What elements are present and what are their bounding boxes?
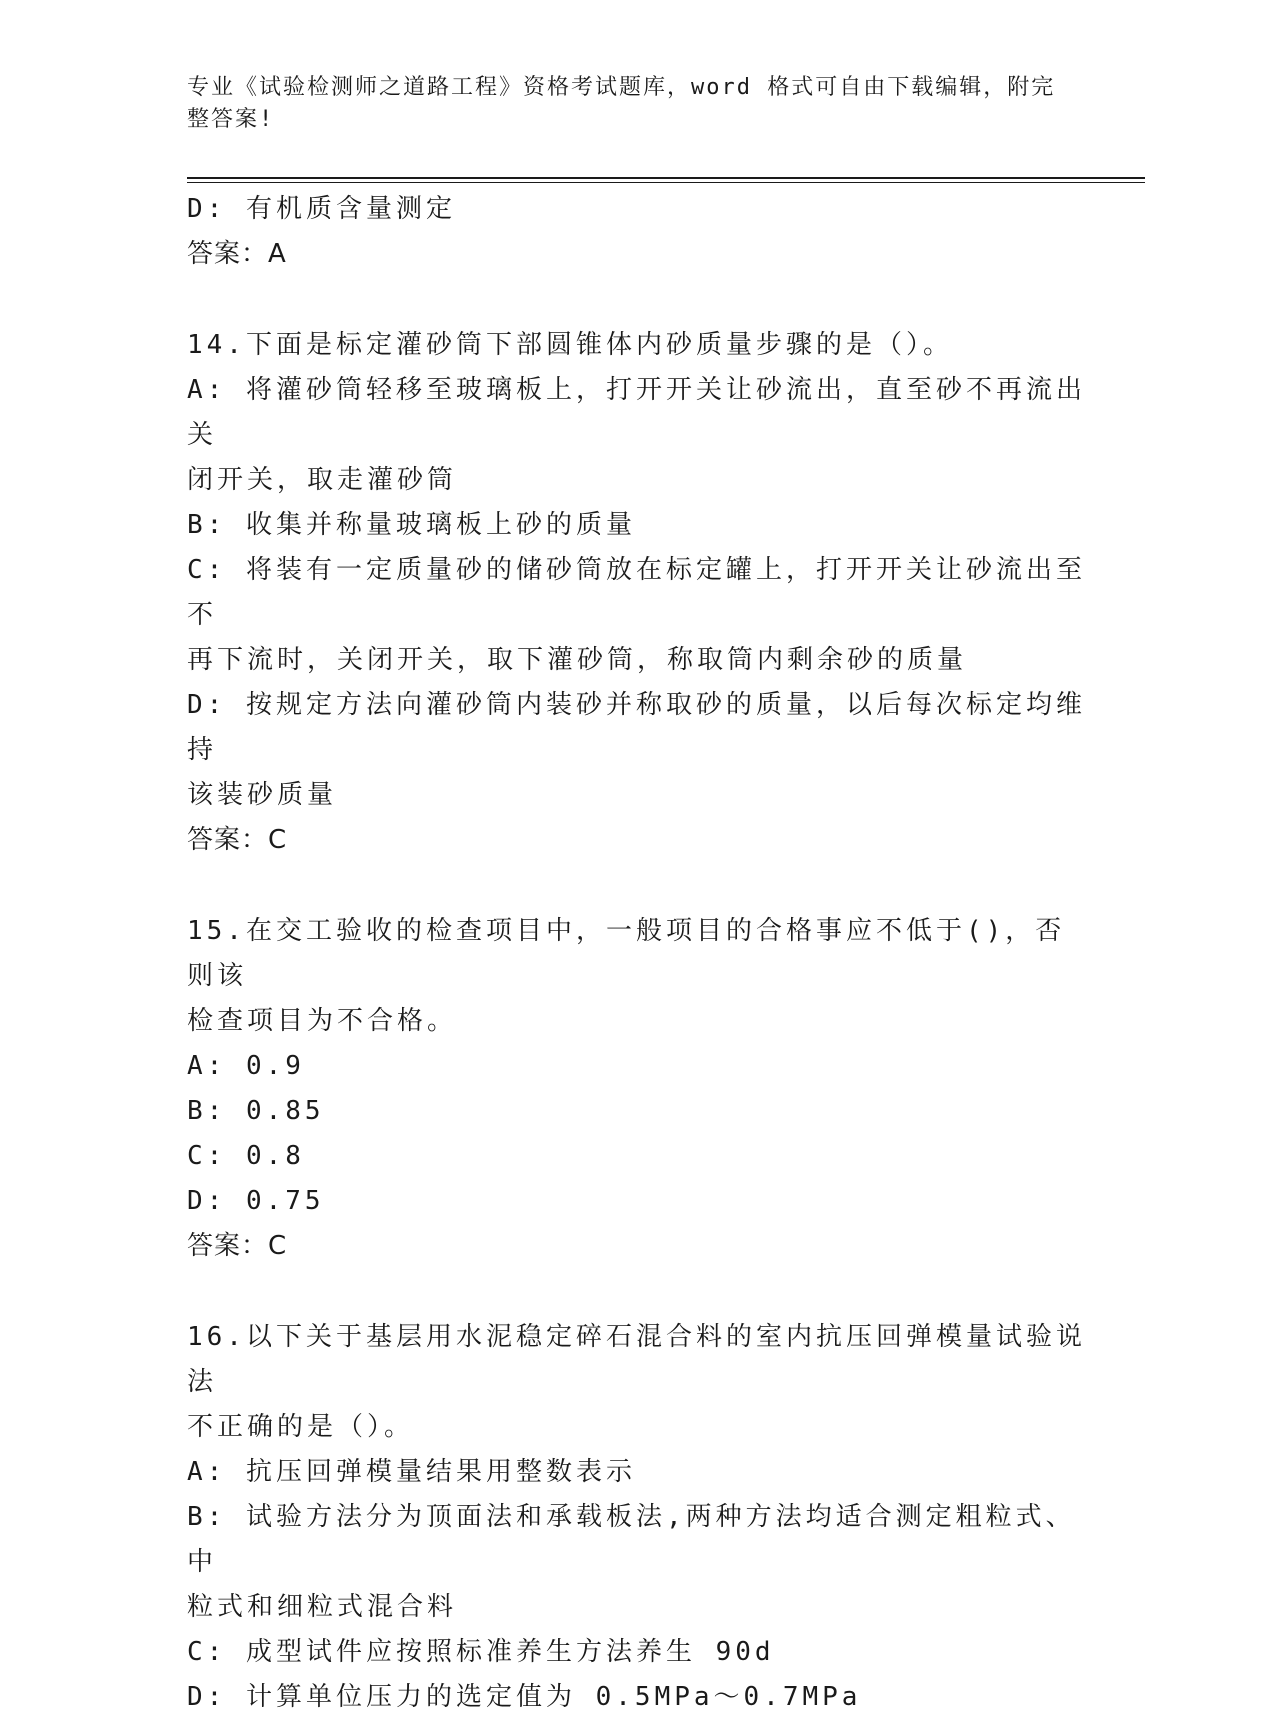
spacer [187,863,1087,909]
q14-option-d-line-1: D: 按规定方法向灌砂筒内装砂并称取砂的质量，以后每次标定均维持 [187,690,1086,765]
header-divider-thin [187,182,1145,183]
question-16 [187,1315,1087,1720]
question-content [187,187,1087,1720]
q15-stem-line-1: 15.在交工验收的检查项目中，一般项目的合格事应不低于()，否则该 [187,916,1066,991]
q15-option-a: A: 0.9 [187,1051,305,1081]
q16-option-b-line-1: B: 试验方法分为顶面法和承载板法,两种方法均适合测定粗粒式、中 [187,1502,1076,1577]
q16-stem-line-2: 不正确的是（）。 [187,1412,415,1442]
q15-option-b: B: 0.85 [187,1096,325,1126]
q16-option-b-line-2: 粒式和细粒式混合料 [187,1592,458,1622]
q15-option-d: D: 0.75 [187,1186,325,1216]
question-14 [187,323,1087,863]
question-13-tail [187,187,1087,277]
q14-option-d-line-2: 该装砂质量 [187,780,338,810]
q14-stem: 14.下面是标定灌砂筒下部圆锥体内砂质量步骤的是（）。 [187,330,953,360]
q14-answer: 答案：C [187,825,288,855]
header-line-2: 整答案! [187,107,275,132]
q16-option-c: C: 成型试件应按照标准养生方法养生 90d [187,1637,775,1667]
q16-stem-line-1: 16.以下关于基层用水泥稳定碎石混合料的室内抗压回弹模量试验说法 [187,1322,1086,1397]
q13-option-d: D: 有机质含量测定 [187,194,456,224]
q15-answer: 答案：C [187,1231,288,1261]
q16-option-d: D: 计算单位压力的选定值为 0.5MPa～0.7MPa [187,1682,862,1712]
spacer [187,1269,1087,1315]
q14-option-a-line-2: 闭开关，取走灌砂筒 [187,465,458,495]
spacer [187,277,1087,323]
header-divider-thick [187,177,1145,179]
q16-option-a: A: 抗压回弹模量结果用整数表示 [187,1457,636,1487]
header-line-1: 专业《试验检测师之道路工程》资格考试题库，word 格式可自由下载编辑，附完 [187,75,1056,100]
q14-option-b: B: 收集并称量玻璃板上砂的质量 [187,510,636,540]
q14-option-a-line-1: A: 将灌砂筒轻移至玻璃板上，打开开关让砂流出，直至砂不再流出关 [187,375,1086,450]
q15-option-c: C: 0.8 [187,1141,305,1171]
q14-option-c-line-1: C: 将装有一定质量砂的储砂筒放在标定罐上，打开开关让砂流出至不 [187,555,1086,630]
document-header [187,72,1067,136]
q13-answer: 答案：A [187,239,287,269]
question-15 [187,909,1087,1269]
q15-stem-line-2: 检查项目为不合格。 [187,1006,458,1036]
q14-option-c-line-2: 再下流时，关闭开关，取下灌砂筒，称取筒内剩余砂的质量 [187,645,968,675]
